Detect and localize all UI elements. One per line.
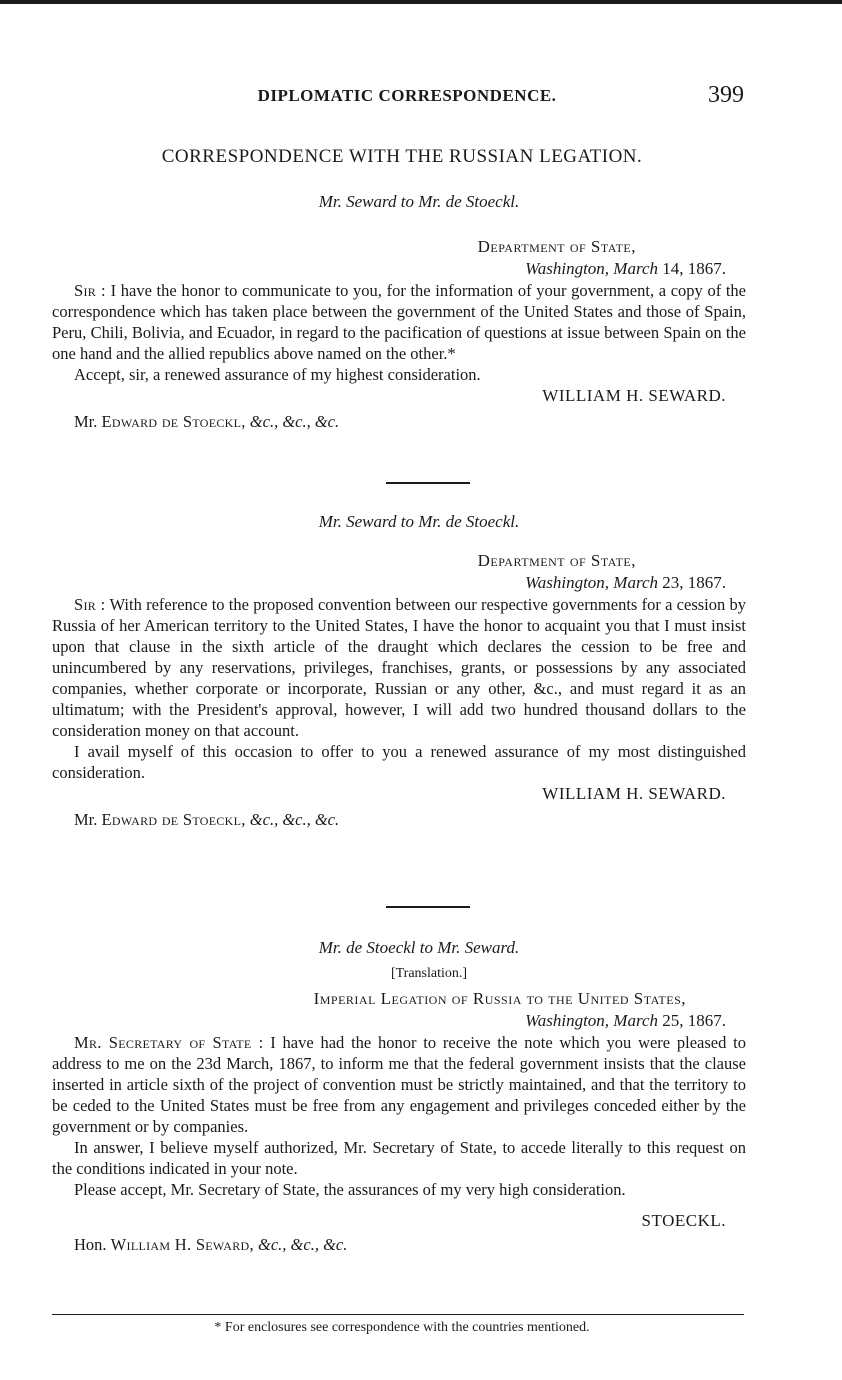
letter-2 xyxy=(52,512,746,831)
letter-paragraph: Accept, sir, a renewed assurance of my highest consideration. xyxy=(74,365,481,384)
signature: WILLIAM H. SEWARD. xyxy=(542,784,726,803)
footnote-rule xyxy=(52,1314,744,1315)
addressee xyxy=(52,1234,746,1256)
paragraph-text: I have the honor to communicate to you, for the information of your government, a copy of the correspondence which has taken place between the government of the United States and those of Spain, Peru, Chili, Bolivia, and Ecuador, in regard to the pacification of questions at issue between Spain on the one hand and the allied republics above named on the other.* xyxy=(52,281,747,363)
letter-place-date xyxy=(52,1010,746,1032)
letter-date: 23, 1867. xyxy=(662,573,726,592)
signature: STOECKL. xyxy=(641,1211,726,1230)
divider-1-wrap xyxy=(52,482,752,484)
section-title: CORRESPONDENCE WITH THE RUSSIAN LEGATION. xyxy=(161,146,643,167)
letter-place: Washington, March xyxy=(525,573,658,592)
letter-place-date xyxy=(52,258,746,280)
letter-paragraph: Please accept, Mr. Secretary of State, the assurances of my very high consideration. xyxy=(74,1180,626,1199)
paragraph-text: With reference to the proposed convention between our respective governments for a cession by Russia of her American territory to the United States, I have the honor to acquaint you that I must insist upon that clause in the sixth article of the draught which declares the cession to be free and unincumbered by any reservations, privileges, franchises, grants, or possessions by any associated companies, whether corporate or incorporate, Russian or any other, &c., and must regard it as an ultimatum; with the President's approval, however, I will add two hundred thousand dollars to the consideration money on that account. xyxy=(52,595,747,740)
salutation: Sir : xyxy=(74,595,106,614)
letter-1 xyxy=(52,192,746,433)
letter-date: 14, 1867. xyxy=(662,259,726,278)
salutation: Mr. Secretary of State : xyxy=(74,1033,264,1052)
letter-heading: Mr. Seward to Mr. de Stoeckl. xyxy=(318,512,520,531)
section-divider xyxy=(386,906,470,908)
addressee-name: Edward de Stoeckl, xyxy=(101,412,246,431)
letter-paragraph xyxy=(52,1032,746,1137)
addressee-prefix: Mr. xyxy=(74,810,98,829)
letter-paragraph: In answer, I believe myself authorized, Mr. Secretary of State, to accede literally to this request on the conditions indicated in your note. xyxy=(52,1138,746,1178)
addressee-prefix: Mr. xyxy=(74,412,98,431)
letter-department: Department of State, xyxy=(477,551,636,570)
paragraph-text: I have had the honor to receive the note which you were pleased to address to me on the 23d March, 1867, to inform me that the federal government insists that the clause inserted in article sixth of the project of convention must be strictly maintained, and that the territory to be ceded to the United States must be free from any engagement and privileges conceded either by the government or by companies. xyxy=(52,1033,746,1136)
letter-paragraph xyxy=(52,594,746,741)
addressee-prefix: Hon. xyxy=(74,1235,107,1254)
letter-3 xyxy=(52,938,746,1256)
letter-paragraph xyxy=(52,280,746,364)
signature: WILLIAM H. SEWARD. xyxy=(542,386,726,405)
footnote: * For enclosures see correspondence with the countries mentioned. xyxy=(214,1320,590,1335)
section-divider xyxy=(386,482,470,484)
page-number: 399 xyxy=(708,82,744,108)
letter-place: Washington, March xyxy=(525,1011,658,1030)
letter-paragraph: I avail myself of this occasion to offer to you a renewed assurance of my most distinguished consideration. xyxy=(52,742,746,782)
letter-department: Imperial Legation of Russia to the United States, xyxy=(313,989,686,1008)
salutation: Sir : xyxy=(74,281,106,300)
divider-2-wrap xyxy=(52,906,752,908)
addressee-etc: &c., &c., &c. xyxy=(249,810,340,829)
running-head: DIPLOMATIC CORRESPONDENCE. xyxy=(257,86,557,105)
letter-place-date xyxy=(52,572,746,594)
addressee xyxy=(52,809,746,831)
addressee-name: William H. Seward, xyxy=(110,1235,254,1254)
addressee-name: Edward de Stoeckl, xyxy=(101,810,246,829)
addressee-etc: &c., &c., &c. xyxy=(258,1235,348,1254)
addressee-etc: &c., &c., &c. xyxy=(249,412,340,431)
translation-note: [Translation.] xyxy=(390,966,468,981)
page-header xyxy=(52,82,752,112)
letter-heading: Mr. de Stoeckl to Mr. Seward. xyxy=(318,938,520,957)
top-border-rule xyxy=(0,0,842,4)
letter-department: Department of State, xyxy=(477,237,636,256)
letter-place: Washington, March xyxy=(525,259,658,278)
addressee xyxy=(52,411,746,433)
letter-heading: Mr. Seward to Mr. de Stoeckl. xyxy=(318,192,520,211)
letter-date: 25, 1867. xyxy=(662,1011,726,1030)
